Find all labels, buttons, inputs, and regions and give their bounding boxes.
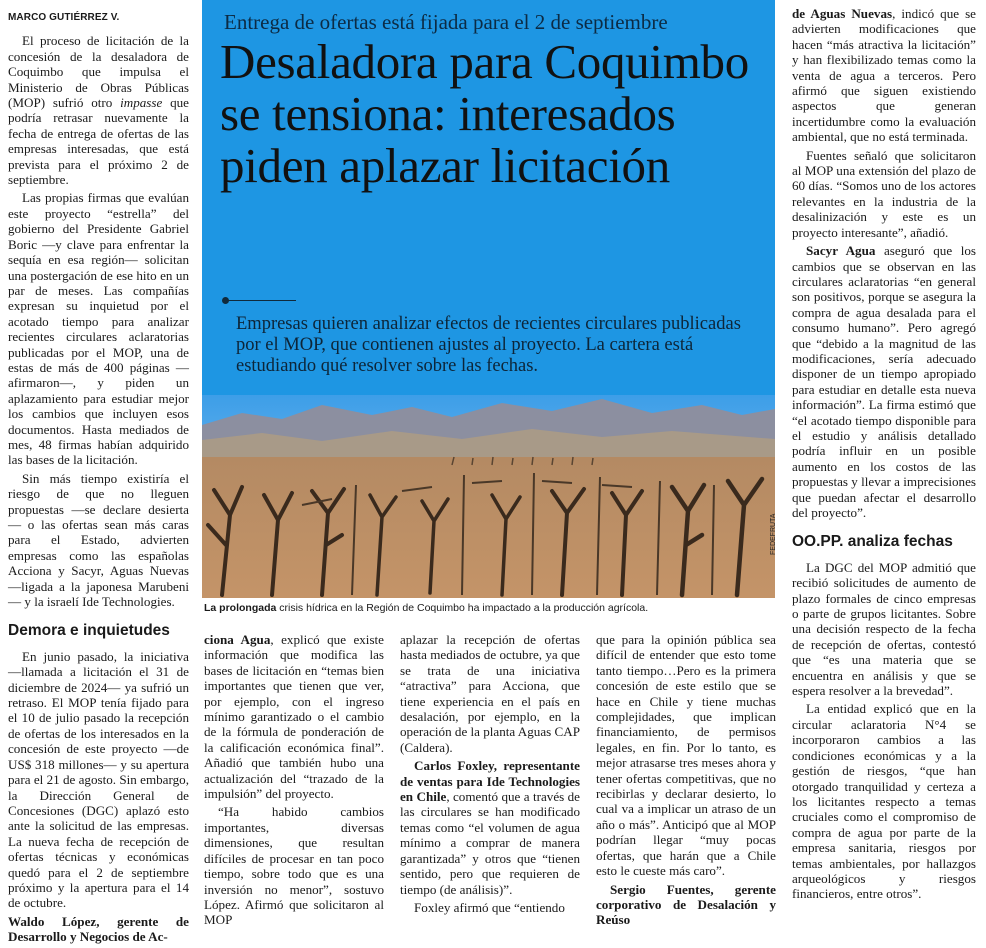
paragraph: En junio pasado, la iniciativa —llamada a licitación el 31 de diciembre de 2024— ya sufrió un retraso. El MOP tenía fijado para el 10 de julio pasado la recepción de ofertas de los interesados en la concesión de este proyecto —de US$ 318 millones— y su apertura para el 21 de agosto. Sin embargo, la Dirección General de Concesiones (DGC) aplazó esto ante la solicitud de las empresas. La nueva fecha de recepción de ofertas técnicas y económicas quedó para el 2 de septiembre próximo y la apertura para el 14 de octubre. — [8, 648, 189, 911]
paragraph: Carlos Foxley, representante de ventas para Ide Technologies en Chile, comentó que a través de las circulares se han modificado temas como “el volumen de agua mínimo a comprar de manera garantizada” y otros que “tienen sentido, pero que requieren de tiempo (de análisis)”. — [400, 758, 580, 897]
paragraph: de Aguas Nuevas, indicó que se advierten modificaciones que hacen “más atractiva la licitación” y han flexibilizado temas como la venta de agua a terceros. Pero afirmó que siguen existiendo aspectos que generan incertidumbre como la evaluación ambiental, que no está terminada. — [792, 6, 976, 145]
paragraph: que para la opinión pública sea difícil de entender que esto tome tanto tiempo…Pero es la primera concesión de este estilo que se hace en Chile y tiene muchas complejidades, que implican financiamiento, de permisos legales, en fin. Por lo tanto, es mejor atrasarse tres meses ahora y tener ofertas competitivas, que no recibirlas y declarar desierto, lo cual va a implicar un atraso de un año o más”. Anticipó que al MOP podrían llegar “muy pocas ofertas, que harán que a Chile esto le cueste más caro”. — [596, 632, 776, 879]
paragraph: aplazar la recepción de ofertas hasta mediados de octubre, ya que se trata de una iniciativa “atractiva” para Acciona, que tiene experiencia en el país en desalación, por ejemplo, en la operación de la planta Aguas CAP (Caldera). — [400, 632, 580, 755]
paragraph: Waldo López, gerente de Desarrollo y Negocios de Ac- — [8, 913, 189, 945]
vineyard-photo — [202, 395, 775, 598]
paragraph: Fuentes señaló que solicitaron al MOP una extensión del plazo de 60 días. “Somos uno de los actores relevantes en la industria de la desalinización y este es un proyecto interesante”, añadió. — [792, 147, 976, 240]
paragraph: ciona Agua, explicó que existe información que modifica las bases de licitación en “temas bien importantes que tienen que ver, por ejemplo, con el ingreso mínimo garantizado o el cambio de la fórmula de ponderación de la calificación económica final”. Añadió que también hubo una actualización del “trazado de la impulsión” del proyecto. — [204, 632, 384, 802]
kicker: Entrega de ofertas está fijada para el 2 de septiembre — [224, 10, 668, 34]
paragraph: Sin más tiempo existiría el riesgo de que no lleguen propuestas —se declare desierta— o las ofertas sean más caras para el Estado, advierten empresas como las españolas Acciona y Sacyr, Aguas Nuevas —ligada a la japonesa Marubeni— y la israelí Ide Technologies. — [8, 470, 189, 610]
photo-caption: La prolongada crisis hídrica en la Región de Coquimbo ha impactado a la producción agrícola. — [204, 602, 649, 614]
column-1 — [8, 10, 189, 948]
section-subhead: Demora e inquietudes — [8, 622, 170, 640]
photo-credit: FEDEFRUTA — [770, 513, 777, 555]
headline-panel — [202, 0, 775, 403]
vineyard-illustration — [202, 395, 775, 598]
byline: MARCO GUTIÉRREZ V. — [8, 12, 120, 23]
divider-rule — [224, 300, 296, 301]
section-subhead: OO.PP. analiza fechas — [792, 533, 953, 551]
column-4 — [596, 632, 776, 931]
headline: Desaladora para Coquimbo se tensiona: interesados piden aplazar licitación — [220, 34, 749, 193]
paragraph: Foxley afirmó que “entiendo — [414, 899, 565, 915]
paragraph: La DGC del MOP admitió que recibió solicitudes de aumento de plazo formales de cinco empresas o parte de grupos licitantes. Sobre una decisión respecto de la fecha de recepción de ofertas, contestó que “es una materia que se encuentra en análisis y que se espera resolver a la brevedad”. — [792, 559, 976, 699]
column-5 — [792, 6, 976, 905]
paragraph: “Ha habido cambios importantes, diversas dimensiones, que resultan difíciles de procesar en tan poco tiempo, sobre todo que es una inversión no menor”, sostuvo López. Afirmó que solicitaron al MOP — [204, 804, 384, 928]
paragraph: Sergio Fuentes, gerente corporativo de Desalación y Reúso — [596, 881, 776, 928]
paragraph: Las propias firmas que evalúan este proyecto “estrella” del gobierno del Presidente Gabriel Boric —y clave para enfrentar la sequía en esa región— solicitan una postergación de ese hito en un par de meses. Las compañías expresan su inquietud por el acotado tiempo para analizar recientes circulares aclaratorias publicadas por el MOP, una de estas de más de 400 páginas —afirmaron—, y piden un aplazamiento para estudiar mejor los cambios que incluyen esos documentos. Hasta mediados de mes, 48 firmas habían adquirido las bases de la licitación. — [8, 190, 189, 468]
emphasis: impasse — [120, 95, 163, 111]
column-2 — [204, 632, 384, 931]
deck: Empresas quieren analizar efectos de recientes circulares publicadas por el MOP, que contienen ajustes al proyecto. La cartera está estudiando qué resolver sobre las fechas. — [236, 314, 741, 376]
paragraph: La entidad explicó que en la circular aclaratoria N°4 se incorporaron cambios a las condiciones económicas y a la gestión de riesgos, “que han otorgado tranquilidad y certeza a los licitantes respecto a temas cruciales como el compromiso de compra de agua por parte de la empresa sanitaria, riesgos por temas ambientales, por hallazgos arqueológicos y riesgos financieros, entre otros”. — [792, 701, 976, 902]
paragraph: El proceso de licitación de la concesión de la desaladora de Coquimbo que impulsa el Ministerio de Obras Públicas (MOP) sufrió otro impasse que podría retrasar nuevamente la fecha de entrega de ofertas de las empresas interesadas, que está prevista para el próximo 2 de septiembre. — [8, 33, 189, 188]
column-3 — [400, 632, 580, 918]
paragraph: Sacyr Agua aseguró que los cambios que se observan en las circulares aclaratorias “en general son positivos, porque se asegura la compra de agua desalada para el consumo humano”. Pero agregó que “debido a la magnitud de las modificaciones, sería adecuado disponer de un tiempo apropiado para estudiar en detalle esta nueva información”. La firma estimó que “el acotado tiempo disponible para el estudio y análisis detallado podría influir en un posible aumento en los costos de las propuestas y llevar a imprecisiones que puedan afectar el desarrollo del proyecto”. — [792, 243, 976, 520]
